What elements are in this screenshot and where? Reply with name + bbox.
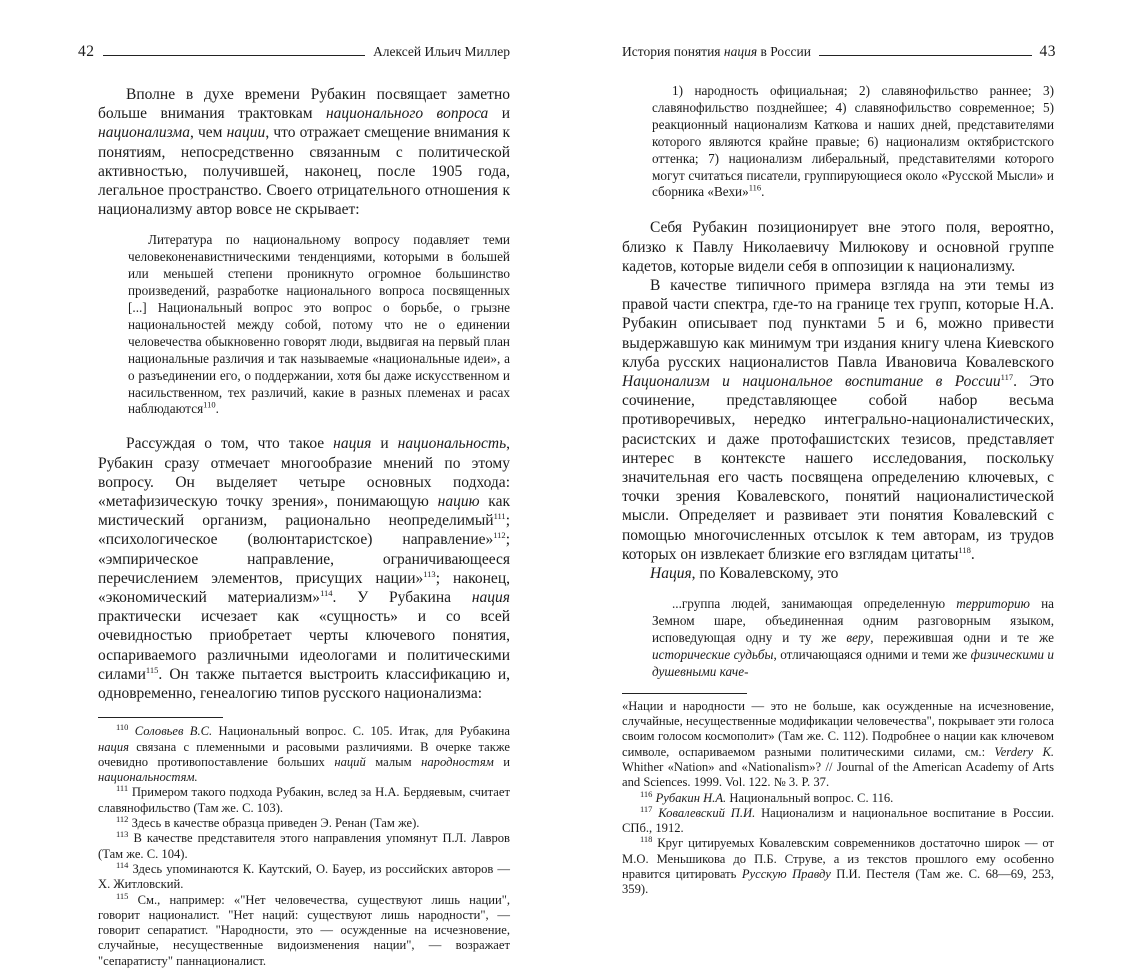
- footnotes: [98, 724, 510, 969]
- footnote: $^{116}$ Рубакин Н.А. Национальный вопрос. С. 116.: [640, 788, 894, 805]
- page-number-right: 43: [1039, 43, 1056, 60]
- footnote-separator: [98, 717, 223, 718]
- footnote-ref: 114: [320, 587, 333, 598]
- footnote: $^{117}$ Ковалевский П.И. Национализм и национальное воспитание в России. СПб., 1912.: [622, 803, 1054, 836]
- paragraph: В качестве типичного примера взгляда на эти темы из правой части спектра, где-то на границе тех групп, которые Н.А. Рубакин описывает под пунктами 5 и 6, можно привести выдержавшую как минимум три издания книгу члена Киевского клуба русских националистов Павла Ивановича Ковалевского Национализм и национальное воспитание в России$^{117}$. Это сочинение, представляющее собой набор весьма противоречивых, нередко интегрально-националистических, расистских и даже протофашистских тезисов, представляет интерес в контексте нашего исследования, поскольку значительная его часть посвящена определению ключевых, с точки зрения Ковалевского, понятий националистической мысли. Определяет и развивает эти понятия Ковалевский с помощью многочисленных отсылок к тем авторам, из трудов которых он извлекает близкие его взглядам цитаты$^{118}$.: [622, 276, 1054, 563]
- right-running-header: [622, 40, 1056, 64]
- footnote: $^{113}$ В качестве представителя этого направления упомянут П.Л. Лавров (Там же. С. 104).: [98, 829, 510, 861]
- footnotes: [622, 699, 1054, 898]
- footnote-ref: 110: [203, 400, 216, 411]
- footnote-continued: «Нации и народности — это не больше, как осужденные на исчезновение, случайные, несущественные модификации человечества", покрывает эти голоса своим голосом космополит» (Там же. С. 112). Подробнее о нации как ключевом символе, оспариваемом разными политическими силами, см.: Verdery K. Whither «Nation» and «Nationalism»? // Journal of the American Academy of Arts and Sciences. 1999. Vol. 122. № 3. P. 37.: [622, 698, 1055, 790]
- page-number-left: 42: [78, 43, 95, 60]
- left-running-header: [78, 40, 510, 64]
- block-quote-list: 1) народность официальная; 2) славянофильство раннее; 3) славянофильство позднейшее; 4) славянофильство современное; 5) реакционный национализм Каткова и наших дней, представителями которого являются крайне правые; 6) национализм октябристского оттенка; 7) национализм либеральный, представителями которого могут считаться писатели, группирующиеся около «Русской Мысли» и сборника «Вехи»$^{116}$.: [652, 83, 1054, 200]
- footnote-ref: 112: [493, 530, 506, 541]
- block-quote: Литература по национальному вопросу подавляет теми человеконенавистническими тенденциями, которыми в большей или меньшей степени проникнуто огромное большинство произведений, разработке национального вопроса посвященных [...] Национальный вопрос это вопрос о борьбе, о грызне национальностей между собой, потому что не о единении человечества обыкновенно говорят люди, выдвигая на первый план национальные различия и так называемые «национальные идеи», а о разъединении его, о поддержании, хотя бы даже искусственном и насильственном, тех различий, какие в разных племенах и расах наблюдаются$^{110}$.: [128, 232, 510, 417]
- paragraph: Вполне в духе времени Рубакин посвящает заметно больше внимания трактовкам национального вопроса и национализма, чем нации, что отражает смещение внимания к понятиям, непосредственно связанным с политической активностью, получившей, наконец, после 1905 года, легальное пространство. Своего отрицательного отношения к национализму автор вовсе не скрывает:: [98, 86, 511, 219]
- left-page: [0, 0, 566, 968]
- running-head-title: История понятия нация в России: [622, 44, 811, 59]
- footnote: $^{115}$ См., например: «"Нет человечества, существуют лишь нации", говорит националист. "Нет наций: существуют лишь народности", — говорит сепаратист. "Народности, это — осужденные на исчезновение, случайные, несущественные видоизменения нации", — возражает "сепаратисту" паннационалист.: [98, 890, 510, 968]
- footnote-ref: 115: [145, 664, 159, 675]
- right-page: [566, 0, 1132, 897]
- paragraph: Нация, по Ковалевскому, это: [650, 565, 839, 582]
- header-rule: [103, 55, 366, 56]
- block-quote: ...группа людей, занимающая определенную территорию на Земном шаре, объединенная одним разговорным языком, исповедующая одну и ту же веру, пережившая одни и те же исторические судьбы, отличающаяся одними и теми же физическими и душевными каче-: [652, 596, 1054, 679]
- footnote-ref: 118: [958, 544, 971, 555]
- footnote: $^{110}$ Соловьев В.С. Национальный вопрос. С. 105. Итак, для Рубакина нация связана с племенными и расовыми различиями. В очерке также очевидно противопоставление больших наций малым народностям и национальностям.: [98, 722, 510, 785]
- footnote-ref: 116: [748, 183, 762, 194]
- right-column: [622, 83, 1054, 898]
- running-head-author: Алексей Ильич Миллер: [373, 44, 510, 59]
- footnote: $^{114}$ Здесь упоминаются К. Каутский, О. Бауер, из российских авторов — Х. Житловский.: [98, 859, 510, 892]
- left-column: [98, 85, 510, 969]
- header-rule: [819, 55, 1032, 56]
- footnote: $^{118}$ Круг цитируемых Ковалевским современников достаточно широк — от М.О. Меньшикова до П.Б. Струве, а из текстов прошлого ему особенно нравится цитировать Русскую Правду П.И. Пестеля (Там же. С. 68—69, 253, 359).: [622, 834, 1054, 897]
- paragraph: Себя Рубакин позиционирует вне этого поля, вероятно, близко к Павлу Николаевичу Милюкову и основной группе кадетов, которые видели себя в оппозиции к национализму.: [622, 219, 1054, 275]
- paragraph: Рассуждая о том, что такое нация и национальность, Рубакин сразу отмечает многообразие мнений по этому вопросу. Он выделяет четыре основных подхода: «метафизическую точку зрения», понимающую нацию как мистический организм, рационально неопределимый$^{111}$; «психологическое (волюнтаристское) направление»$^{112}$; «эмпирическое направление, ограничивающееся перечислением элементов, присущих нации»$^{113}$; наконец, «экономический материализм»$^{114}$. У Рубакина нация практически исчезает как «сущность» и со всей очевидностью приобретает черты ключевого понятия, оспариваемого различными идеологами и политическими силами$^{115}$. Он также пытается выстроить классификацию и, одновременно, генеалогию типов русского национализма:: [98, 435, 511, 703]
- footnote: $^{112}$ Здесь в качестве образца приведен Э. Ренан (Там же).: [116, 813, 420, 831]
- footnote: $^{111}$ Примером такого подхода Рубакин, вслед за Н.А. Бердяевым, считает славянофильство (Там же. С. 103).: [98, 783, 510, 815]
- footnote-separator: [622, 693, 747, 694]
- footnote-ref: 113: [423, 568, 436, 579]
- footnote-ref: 111: [493, 511, 506, 522]
- footnote-ref: 117: [1000, 371, 1014, 382]
